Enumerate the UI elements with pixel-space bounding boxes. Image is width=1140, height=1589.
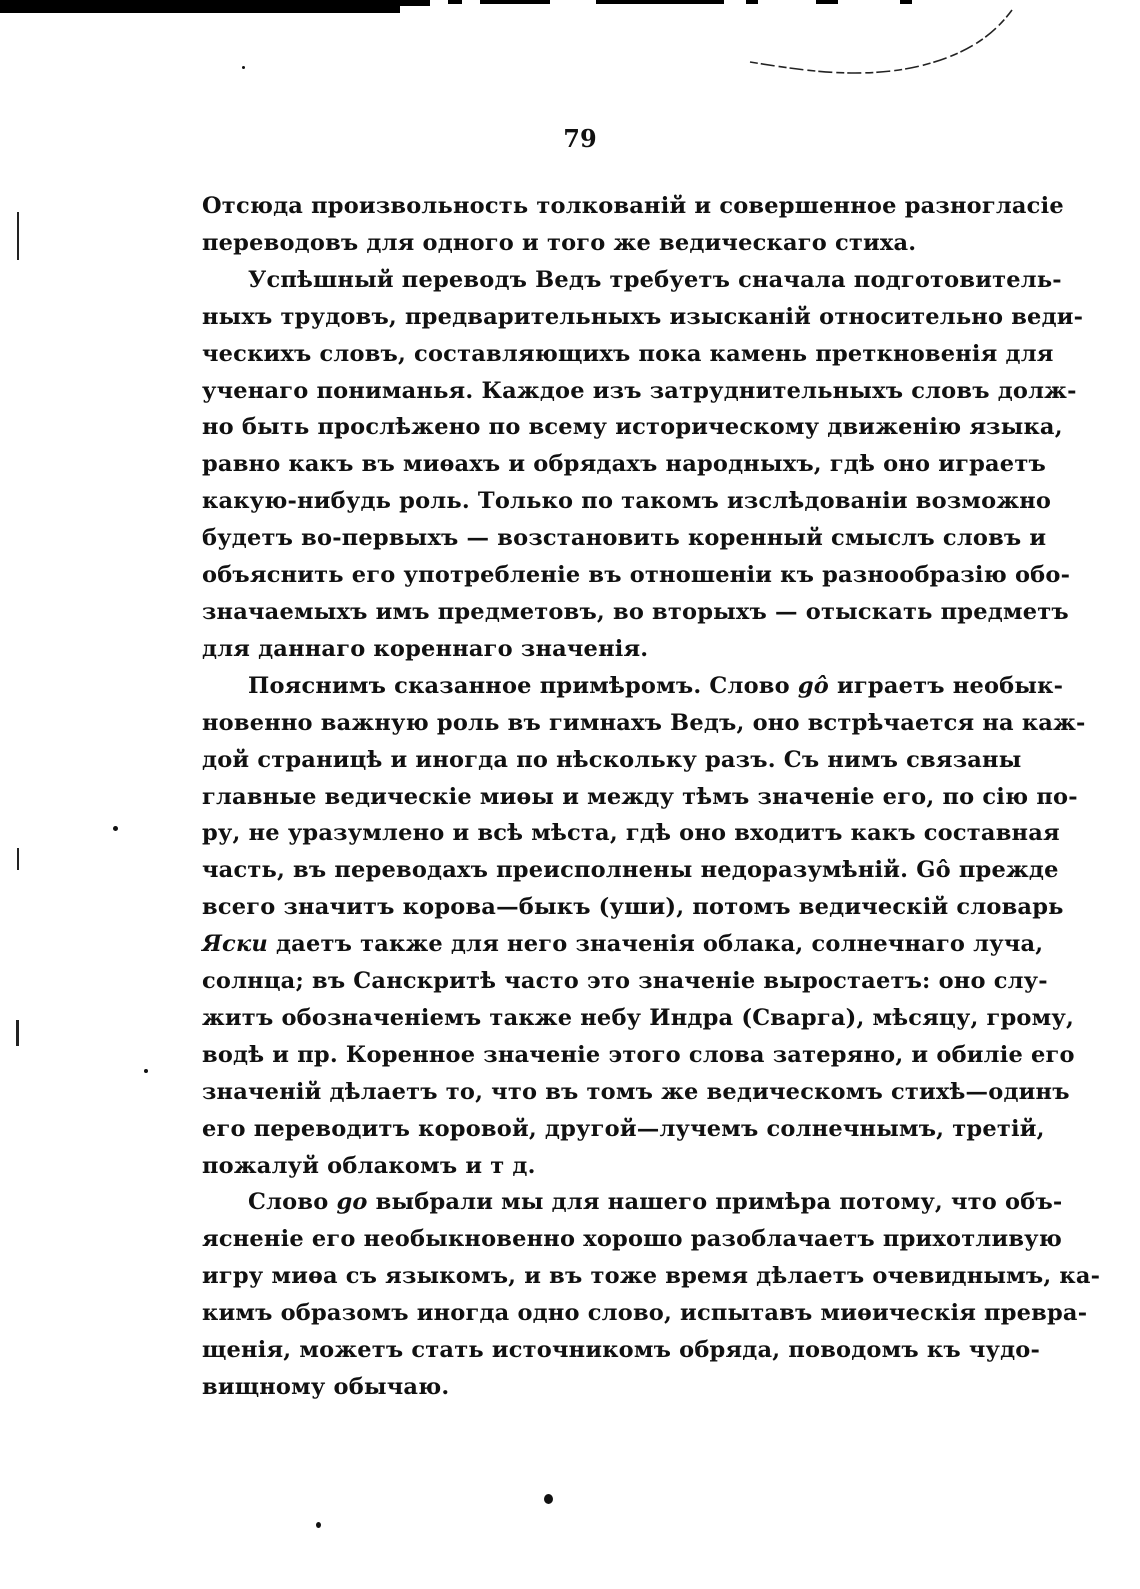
scan-speck (242, 66, 245, 69)
scan-speck (113, 826, 118, 831)
text-line: новенно важную роль въ гимнахъ Ведъ, оно встрѣчается на каж- (202, 709, 1086, 736)
text-line: ру, не уразумлено и всѣ мѣста, гдѣ оно входитъ какъ составная (202, 820, 1060, 847)
text-line: но быть прослѣжено по всему историческому движенію языка, (202, 414, 1063, 441)
text-line: солнца; въ Санскритѣ часто это значеніе выростаетъ: оно слу- (202, 968, 1048, 995)
text-line: пожалуй облакомъ и т д. (202, 1152, 536, 1179)
text-line: водѣ и пр. Коренное значеніе этого слова затеряно, и обиліе его (202, 1041, 1075, 1068)
text-line: вищному обычаю. (202, 1374, 450, 1400)
text-line: Слово go выбрали мы для нашего примѣра потому, что объ- (248, 1189, 1063, 1216)
paragraph-2 (202, 262, 1084, 668)
text-line: Отсюда произвольность толкованій и совершенное разногласіе (202, 193, 1064, 219)
text-line: ясненіе его необыкновенно хорошо разоблачаетъ прихотливую (202, 1226, 1063, 1253)
italic-term: go (336, 1189, 368, 1216)
italic-term: gô (797, 672, 829, 699)
text-line: дой страницѣ и иногда по нѣскольку разъ. Съ нимъ связаны (202, 746, 1022, 773)
paragraph-1 (202, 188, 1064, 262)
text-line: главные ведическіе миѳы и между тѣмъ значеніе его, по сію по- (202, 783, 1078, 810)
text-line: щенія, можетъ стать источникомъ обряда, поводомъ къ чудо- (202, 1337, 1041, 1364)
text-line: игру миѳа съ языкомъ, и въ тоже время дѣлаетъ очевиднымъ, ка- (202, 1263, 1101, 1290)
italic-term: Яски (202, 931, 268, 958)
text-line: житъ обозначеніемъ также небу Индра (Сварга), мѣсяцу, грому, (202, 1004, 1075, 1031)
text-line: объяснить его употребленіе въ отношеніи къ разнообразію обо- (202, 562, 1071, 589)
text-line: кимъ образомъ иногда одно слово, испытавъ миѳическія превра- (202, 1300, 1088, 1327)
text-line: значеній дѣлаетъ то, что въ томъ же ведическомъ стихѣ—одинъ (202, 1078, 1070, 1105)
text-line: ческихъ словъ, составляющихъ пока камень преткновенія для (202, 340, 1054, 367)
margin-mark (17, 212, 19, 260)
text-line: часть, въ переводахъ преисполнены недоразумѣній. Gô прежде (202, 857, 1059, 884)
paragraph-3 (202, 668, 1086, 1185)
text-line: Успѣшный переводъ Ведъ требуетъ сначала подготовитель- (248, 266, 1062, 293)
text-line: его переводитъ коровой, другой—лучемъ солнечнымъ, третій, (202, 1115, 1045, 1142)
scan-curve-artifact (740, 0, 1040, 90)
text-line: Яски даетъ также для него значенія облака, солнечнаго луча, (202, 931, 1044, 958)
text-line: равно какъ въ миѳахъ и обрядахъ народныхъ, гдѣ оно играетъ (202, 451, 1046, 478)
margin-mark (16, 1020, 19, 1046)
text-line: ученаго пониманья. Каждое изъ затруднительныхъ словъ долж- (202, 377, 1077, 404)
paragraph-4 (202, 1184, 1101, 1405)
text-line: значаемыхъ имъ предметовъ, во вторыхъ — отыскать предметъ (202, 598, 1069, 625)
text-line: для даннаго кореннаго значенія. (202, 635, 649, 662)
scan-speck (316, 1522, 321, 1528)
scan-speck (144, 1069, 148, 1073)
text-line: какую-нибудь роль. Только по такомъ изслѣдованіи возможно (202, 488, 1052, 515)
scan-speck (544, 1494, 553, 1504)
text-line: переводовъ для одного и того же ведическаго стиха. (202, 229, 917, 256)
text-line: всего значитъ корова—быкъ (уши), потомъ ведическій словарь (202, 894, 1064, 921)
page-number: 79 (563, 124, 597, 153)
text-line: будетъ во-первыхъ — возстановить коренный смыслъ словъ и (202, 525, 1047, 552)
page-body (202, 188, 1101, 1406)
text-line: ныхъ трудовъ, предварительныхъ изысканій относительно веди- (202, 303, 1084, 330)
margin-mark (17, 848, 19, 870)
text-line: Пояснимъ сказанное примѣромъ. Слово gô играетъ необык- (248, 672, 1064, 699)
